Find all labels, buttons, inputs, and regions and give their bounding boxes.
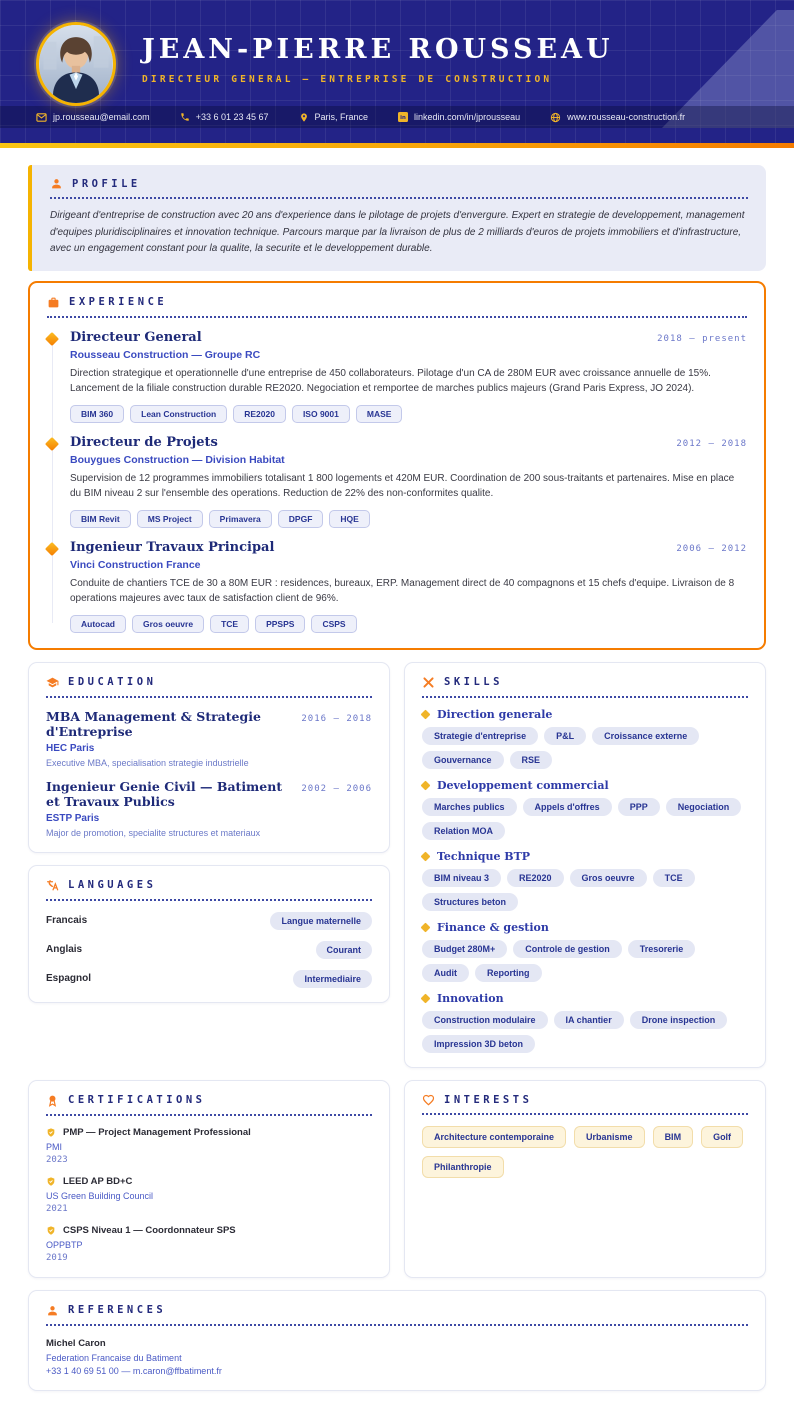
- skill-category: [422, 992, 748, 1053]
- diamond-bullet-icon: [421, 780, 431, 790]
- certification-year: 2023: [46, 1154, 68, 1165]
- job-company: Bouygues Construction — Division Habitat: [70, 453, 285, 466]
- skill-chip: Strategie d'entreprise: [422, 727, 538, 745]
- skill-chip: Gros oeuvre: [570, 869, 647, 887]
- interests-heading: INTERESTS: [444, 1093, 533, 1106]
- skill-category-name: Developpement commercial: [437, 778, 609, 792]
- skill-chip: TCE: [653, 869, 695, 887]
- diamond-bullet-icon: [45, 331, 59, 345]
- references-section: [28, 1290, 766, 1391]
- school-name: ESTP Paris: [46, 812, 100, 824]
- person-icon: [50, 177, 63, 190]
- skill-chip: IA chantier: [554, 1011, 624, 1029]
- experience-tag: PPSPS: [255, 615, 305, 633]
- experience-tag: ISO 9001: [292, 405, 350, 423]
- email-icon: [36, 112, 47, 123]
- certification-name: PMP — Project Management Professional: [63, 1126, 251, 1138]
- skill-chip: Tresorerie: [628, 940, 696, 958]
- skill-chip: Appels d'offres: [523, 798, 612, 816]
- skill-chip: Reporting: [475, 964, 542, 982]
- experience-entry: [47, 330, 747, 423]
- job-dates: 2006 — 2012: [676, 543, 747, 554]
- job-company: Vinci Construction France: [70, 558, 201, 571]
- profile-heading: PROFILE: [72, 177, 141, 190]
- skill-chip: RSE: [510, 751, 553, 769]
- diamond-bullet-icon: [421, 993, 431, 1003]
- contact-phone-text: +33 6 01 23 45 67: [195, 112, 269, 122]
- skill-category-name: Innovation: [437, 991, 504, 1005]
- experience-entry: [47, 540, 747, 633]
- certifications-heading: CERTIFICATIONS: [68, 1094, 206, 1106]
- briefcase-icon: [47, 296, 60, 309]
- skill-chip: PPP: [618, 798, 660, 816]
- skill-chip: Impression 3D beton: [422, 1035, 535, 1053]
- person-name: JEAN-PIERRE ROUSSEAU: [142, 34, 614, 65]
- person-title: DIRECTEUR GENERAL — ENTREPRISE DE CONSTRUCTION: [142, 73, 553, 85]
- phone-icon: [180, 112, 190, 122]
- shield-badge-icon: [46, 1176, 56, 1187]
- experience-tag: MASE: [356, 405, 403, 423]
- divider: [422, 696, 748, 698]
- language-name: Espagnol: [46, 973, 92, 984]
- experience-tag: Lean Construction: [130, 405, 227, 423]
- education-section: [28, 662, 390, 853]
- heart-icon: [422, 1094, 435, 1106]
- skills-section: [404, 662, 766, 1068]
- interests-section: [404, 1080, 766, 1278]
- experience-entry: [47, 435, 747, 528]
- diamond-bullet-icon: [45, 541, 59, 555]
- job-title: Directeur de Projets: [70, 434, 218, 450]
- skill-category: [422, 921, 748, 982]
- skill-chip: RE2020: [507, 869, 564, 887]
- resume-body: [0, 148, 794, 1411]
- language-name: Anglais: [46, 944, 83, 955]
- medal-icon: [46, 1094, 59, 1107]
- job-company: Rousseau Construction — Groupe RC: [70, 348, 261, 361]
- interest-chip: Urbanisme: [574, 1126, 645, 1148]
- contact-phone[interactable]: [180, 112, 269, 122]
- contact-linkedin[interactable]: [398, 112, 520, 122]
- skill-chip: Controle de gestion: [513, 940, 622, 958]
- experience-tag: CSPS: [311, 615, 356, 633]
- language-name: Francais: [46, 915, 88, 926]
- degree-dates: 2002 — 2006: [301, 783, 372, 794]
- experience-tag: Gros oeuvre: [132, 615, 204, 633]
- certification-name: CSPS Niveau 1 — Coordonnateur SPS: [63, 1224, 236, 1236]
- job-dates: 2012 — 2018: [676, 438, 747, 449]
- header: [0, 0, 794, 143]
- job-description: Conduite de chantiers TCE de 30 a 80M EUR : residences, bureaux, ERP. Management direct de 40 compagnons et 15 chefs d'equipe. Livraison de 8 operations majeures avec taux de satisfaction client de 96%.: [70, 577, 735, 604]
- skills-heading: SKILLS: [444, 676, 503, 688]
- divider: [46, 1324, 748, 1326]
- certification-name: LEED AP BD+C: [63, 1175, 133, 1187]
- experience-section: [28, 281, 766, 650]
- certification-item: [46, 1225, 372, 1263]
- skill-chip: Croissance externe: [592, 727, 699, 745]
- diamond-bullet-icon: [421, 922, 431, 932]
- experience-tag: BIM 360: [70, 405, 124, 423]
- profile-text: Dirigeant d'entreprise de construction avec 20 ans d'experience dans le pilotage de projets d'envergure. Expert en strategie de developpement, management d'equipes pluridisciplinaires et innovation technique. Parcours marque par la livraison de plus de 2 milliards d'euros de projets immobiliers et d'infrastructure, avec un engagement constant pour la qualite, la securite et le developpement durable.: [50, 210, 745, 254]
- divider: [46, 899, 372, 901]
- certification-year: 2021: [46, 1203, 68, 1214]
- school-name: HEC Paris: [46, 742, 95, 754]
- skill-chip: Gouvernance: [422, 751, 504, 769]
- experience-tag: DPGF: [278, 510, 324, 528]
- diamond-bullet-icon: [421, 709, 431, 719]
- profile-section: [28, 165, 766, 271]
- degree-dates: 2016 — 2018: [301, 713, 372, 724]
- skill-chip: Relation MOA: [422, 822, 505, 840]
- skill-category-name: Technique BTP: [437, 849, 531, 863]
- certification-issuer: US Green Building Council: [46, 1190, 154, 1201]
- skill-chip: Construction modulaire: [422, 1011, 548, 1029]
- reference-contact[interactable]: +33 1 40 69 51 00 — m.caron@ffbatiment.fr: [46, 1365, 222, 1376]
- language-level-badge: Courant: [316, 941, 373, 959]
- degree-title: Ingenieur Genie Civil — Batiment et Travaux Publics: [46, 778, 283, 809]
- tools-icon: [422, 676, 435, 689]
- certification-issuer: PMI: [46, 1141, 63, 1152]
- certification-year: 2019: [46, 1252, 68, 1263]
- degree-detail: Executive MBA, specialisation strategie industrielle: [46, 757, 249, 768]
- degree-detail: Major de promotion, specialite structures et materiaux: [46, 827, 261, 838]
- contact-email[interactable]: [36, 112, 150, 123]
- contact-location-text: Paris, France: [314, 112, 369, 122]
- divider: [47, 316, 747, 318]
- contact-location: [299, 112, 369, 123]
- graduation-cap-icon: [46, 676, 59, 689]
- certification-item: [46, 1176, 372, 1214]
- job-title: Directeur General: [70, 329, 202, 345]
- education-heading: EDUCATION: [68, 676, 157, 688]
- language-row: [46, 941, 372, 959]
- job-description: Supervision de 12 programmes immobiliers totalisant 1 800 logements et 420M EUR. Coordination de 200 sous-traitants et partenaires. Mise en place du BIM niveau 2 sur l'ensemble des operations. Reduction de 22% des non-conformites qualite.: [70, 472, 735, 499]
- globe-icon: [550, 112, 561, 123]
- languages-heading: LANGUAGES: [68, 879, 157, 891]
- interest-chip: BIM: [653, 1126, 694, 1148]
- reference-name: Michel Caron: [46, 1337, 106, 1349]
- experience-tag: MS Project: [137, 510, 203, 528]
- certification-item: [46, 1127, 372, 1165]
- contact-bar: [0, 106, 794, 128]
- skill-category: [422, 779, 748, 840]
- interest-chip: Golf: [701, 1126, 743, 1148]
- diamond-bullet-icon: [45, 436, 59, 450]
- skill-chip: Structures beton: [422, 893, 518, 911]
- divider: [50, 197, 748, 199]
- divider: [422, 1113, 748, 1115]
- skill-chip: BIM niveau 3: [422, 869, 501, 887]
- language-level-badge: Langue maternelle: [270, 912, 372, 930]
- experience-heading: EXPERIENCE: [69, 296, 168, 308]
- language-row: [46, 970, 372, 988]
- job-title: Ingenieur Travaux Principal: [70, 539, 275, 555]
- divider: [46, 1114, 372, 1116]
- skill-category-name: Direction generale: [437, 707, 553, 721]
- svg-text:in: in: [400, 115, 406, 122]
- reference-company: Federation Francaise du Batiment: [46, 1352, 182, 1363]
- language-row: [46, 912, 372, 930]
- interest-chip: Philanthropie: [422, 1156, 504, 1178]
- experience-tag: Primavera: [209, 510, 272, 528]
- avatar: [36, 22, 116, 106]
- location-pin-icon: [299, 112, 309, 123]
- certifications-section: [28, 1080, 390, 1278]
- languages-section: [28, 865, 390, 1003]
- contact-linkedin-text: linkedin.com/in/jprousseau: [414, 112, 521, 122]
- job-dates: 2018 — present: [657, 333, 747, 344]
- shield-badge-icon: [46, 1225, 56, 1236]
- contact-website-text: www.rousseau-construction.fr: [567, 112, 686, 122]
- education-entry: [46, 779, 372, 838]
- experience-tag: BIM Revit: [70, 510, 131, 528]
- translate-icon: [46, 879, 59, 892]
- skill-category: [422, 850, 748, 911]
- language-level-badge: Intermediaire: [293, 970, 372, 988]
- skill-chip: Drone inspection: [630, 1011, 728, 1029]
- experience-tag: Autocad: [70, 615, 126, 633]
- avatar-portrait: [39, 25, 113, 103]
- linkedin-icon: [398, 112, 408, 122]
- degree-title: MBA Management & Strategie d'Entreprise: [46, 708, 261, 739]
- skill-category-name: Finance & gestion: [437, 920, 549, 934]
- references-heading: REFERENCES: [68, 1304, 167, 1316]
- skill-chip: Marches publics: [422, 798, 517, 816]
- experience-tag: HQE: [329, 510, 369, 528]
- diamond-bullet-icon: [421, 851, 431, 861]
- person-icon: [46, 1304, 59, 1317]
- skill-chip: Budget 280M+: [422, 940, 507, 958]
- experience-tag: TCE: [210, 615, 249, 633]
- interest-chip: Architecture contemporaine: [422, 1126, 566, 1148]
- skill-category: [422, 708, 748, 769]
- certification-issuer: OPPBTP: [46, 1239, 83, 1250]
- skill-chip: P&L: [544, 727, 586, 745]
- skill-chip: Audit: [422, 964, 469, 982]
- shield-badge-icon: [46, 1127, 56, 1138]
- skill-chip: Negociation: [666, 798, 742, 816]
- contact-email-text: jp.rousseau@email.com: [53, 112, 150, 122]
- divider: [46, 696, 372, 698]
- contact-website[interactable]: [550, 112, 685, 123]
- education-entry: [46, 709, 372, 768]
- experience-tag: RE2020: [233, 405, 286, 423]
- job-description: Direction strategique et operationnelle d'une entreprise de 450 collaborateurs. Pilotage d'un CA de 280M EUR avec croissance annuelle de 15%. Lancement de la filiale construction durable RE2020. Negociation et remportee de marches publics majeurs (Grand Paris Express, JO 2024).: [70, 367, 711, 394]
